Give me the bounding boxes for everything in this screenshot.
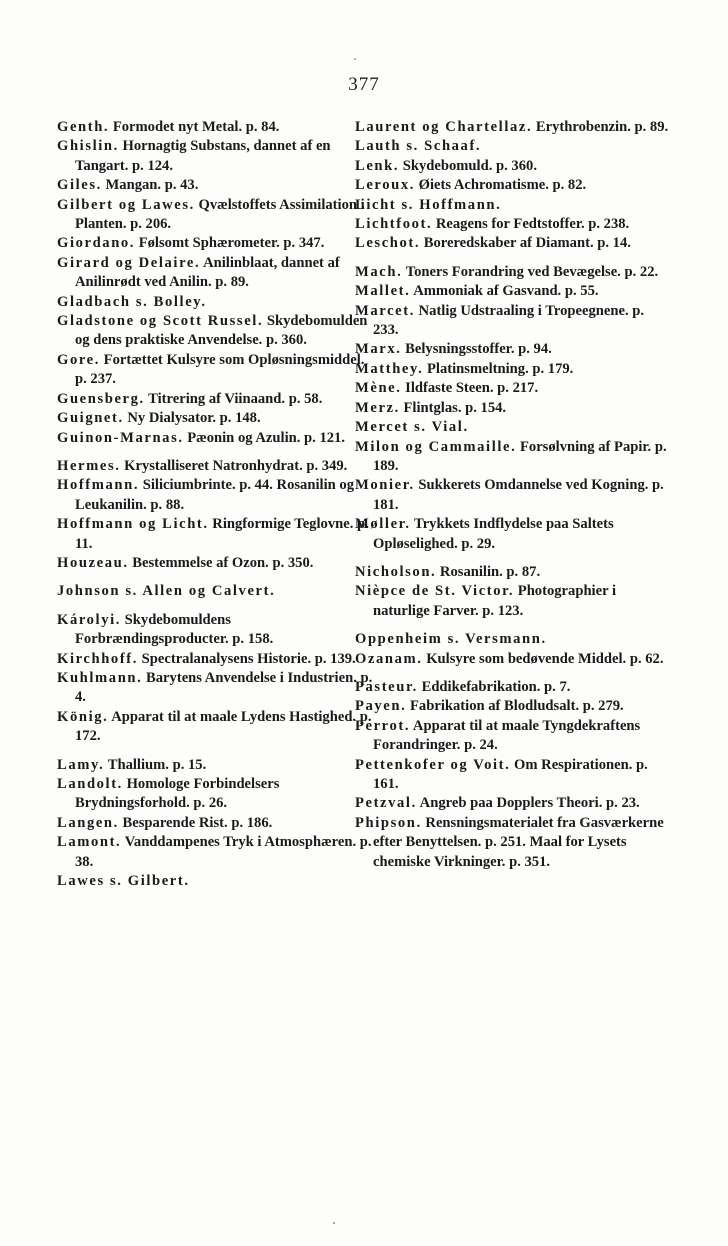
index-entry (57, 409, 375, 428)
index-entry (355, 515, 673, 554)
entry-text: Erythrobenzin. p. 89. (532, 119, 669, 135)
index-entry (57, 756, 375, 775)
index-entry (57, 196, 375, 235)
index-entry (355, 630, 673, 649)
entry-author: Nièpce de St. Victor. (355, 583, 515, 600)
entry-text: Rensningsmaterialet fra Gasværkerne efter Benyttelsen. p. 251. Maal for Lysets chemiske Virkninger. p. 351. (373, 814, 664, 870)
entry-text: Homologe Forbindelsers Brydningsforhold. p. 26. (75, 776, 280, 812)
entry-author: Hoffmann og Licht. (57, 516, 209, 533)
index-entry (355, 157, 673, 176)
index-entry (355, 794, 673, 813)
entry-author: Marx. (355, 341, 402, 358)
entry-author: Lamont. (57, 834, 122, 851)
entry-text: Platinsmeltning. p. 179. (423, 360, 574, 377)
right-column (355, 118, 673, 872)
entry-author: Johnson s. Allen og Calvert. (57, 583, 276, 600)
entry-text: Rosanilin. p. 87. (436, 563, 541, 580)
entry-author: Károlyi. (57, 611, 122, 628)
index-entry (355, 234, 673, 253)
index-entry (57, 833, 375, 872)
entry-author: Leroux. (355, 177, 415, 194)
index-entry (355, 717, 673, 756)
entry-text: Anilinblaat, dannet af Anilinrødt ved Anilin. p. 89. (75, 254, 340, 291)
entry-author: Ghislin. (57, 138, 119, 155)
index-entry (355, 814, 673, 872)
entry-author: Lawes s. Gilbert. (57, 873, 190, 890)
index-entry (355, 399, 673, 418)
entry-text: Thallium. p. 15. (104, 756, 207, 773)
entry-author: Hoffmann. (57, 477, 140, 494)
index-entry (57, 137, 375, 176)
entry-author: Pettenkofer og Voit. (355, 756, 511, 773)
entry-text: Qvælstoffets Assimilation i Planten. p. 206. (75, 196, 365, 233)
entry-author: Laurent og Chartellaz. (355, 119, 533, 135)
entry-text: Kulsyre som bedøvende Middel. p. 62. (422, 650, 664, 667)
entry-author: Petzval. (355, 795, 417, 812)
entry-author: Merz. (355, 399, 400, 416)
entry-author: Milon og Cammaille. (355, 438, 517, 455)
entry-text: Sukkerets Omdannelse ved Kogning. p. 181. (373, 477, 664, 513)
entry-text: Ammoniak af Gasvand. p. 55. (410, 283, 599, 300)
entry-author: Gladstone og Scott Russel. (57, 313, 264, 330)
entry-author: Gilbert og Lawes. (57, 196, 195, 213)
entry-text: Natlig Udstraaling i Tropeegnene. p. 233. (373, 302, 645, 339)
entry-author: Giles. (57, 177, 102, 194)
entry-author: Matthey. (355, 360, 424, 377)
index-entry (57, 814, 375, 833)
index-entry (57, 650, 375, 669)
entry-author: Phipson. (355, 814, 422, 831)
entry-author: Monier. (355, 477, 415, 494)
index-entry (57, 554, 375, 573)
entry-text: Øiets Achromatisme. p. 82. (414, 177, 587, 194)
entry-author: Leschot. (355, 235, 421, 252)
entry-author: König. (57, 708, 109, 725)
index-entry (57, 429, 375, 448)
entry-author: Lenk. (355, 157, 400, 174)
entry-text: Om Respirationen. p. 161. (373, 756, 648, 792)
entry-text: Apparat til at maale Lydens Hastighed. p. 172. (75, 708, 372, 745)
left-column (57, 118, 375, 891)
index-entry (355, 137, 673, 156)
index-entry (355, 476, 673, 515)
index-entry (57, 254, 375, 293)
entry-author: Payen. (355, 698, 407, 715)
index-entry (355, 196, 673, 215)
index-entry (57, 669, 375, 708)
index-entry (57, 457, 375, 476)
index-entry (355, 563, 673, 582)
entry-author: Lauth s. Schaaf. (355, 138, 482, 155)
speck-mark (333, 1222, 335, 1224)
entry-text: Belysningsstoffer. p. 94. (401, 341, 552, 358)
entry-author: Genth. (57, 119, 110, 135)
entry-author: Nicholson. (355, 563, 437, 580)
index-entry (57, 775, 375, 814)
entry-text: Titrering af Viinaand. p. 58. (144, 390, 323, 407)
entry-author: Mène. (355, 380, 402, 397)
entry-author: Perrot. (355, 717, 411, 734)
entry-text: Photographier i naturlige Farver. p. 123. (373, 583, 617, 619)
entry-text: Fortættet Kulsyre som Opløsningsmiddel. p. 237. (75, 351, 365, 388)
entry-author: Kuhlmann. (57, 669, 143, 686)
index-entry (57, 234, 375, 253)
entry-text: Mangan. p. 43. (101, 177, 199, 194)
index-entry (355, 418, 673, 437)
index-entry (57, 708, 375, 747)
entry-author: Guinon-Marnas. (57, 429, 184, 446)
index-entry (57, 582, 375, 601)
entry-author: Langen. (57, 814, 119, 831)
index-entry (57, 390, 375, 409)
index-entry (355, 678, 673, 697)
entry-author: Mallet. (355, 283, 411, 300)
entry-author: Gore. (57, 351, 100, 368)
entry-text: Trykkets Indflydelse paa Saltets Opløselighed. p. 29. (373, 516, 614, 552)
index-entry (355, 215, 673, 234)
index-entry (57, 312, 375, 351)
index-entry (355, 282, 673, 301)
entry-author: Hermes. (57, 457, 121, 474)
entry-author: Guignet. (57, 410, 124, 427)
entry-text: Formodet nyt Metal. p. 84. (109, 119, 280, 135)
entry-author: Mach. (355, 263, 403, 280)
index-entry (57, 118, 375, 137)
entry-author: Ozanam. (355, 650, 423, 667)
index-entry (57, 872, 375, 891)
entry-text: Toners Forandring ved Bevægelse. p. 22. (402, 263, 659, 280)
entry-text: Eddikefabrikation. p. 7. (417, 678, 571, 695)
entry-text: Besparende Rist. p. 186. (118, 814, 273, 831)
entry-text: Boreredskaber af Diamant. p. 14. (420, 235, 631, 252)
index-entry (355, 340, 673, 359)
entry-author: Kirchhoff. (57, 650, 138, 667)
index-entry (355, 438, 673, 477)
entry-author: Licht s. Hoffmann. (355, 196, 502, 213)
index-entry (57, 351, 375, 390)
entry-text: Barytens Anvendelse i Industrien. p. 4. (75, 669, 373, 706)
entry-author: Lamy. (57, 756, 105, 773)
entry-text: Spectralanalysens Historie. p. 139. (138, 650, 356, 667)
index-entry (57, 293, 375, 312)
entry-author: Lichtfoot. (355, 216, 433, 233)
entry-text: Reagens for Fedtstoffer. p. 238. (432, 216, 630, 233)
entry-author: Girard og Delaire. (57, 254, 201, 271)
entry-text: Pæonin og Azulin. p. 121. (183, 429, 345, 446)
entry-text: Krystalliseret Natronhydrat. p. 349. (120, 457, 348, 474)
index-entry (355, 360, 673, 379)
entry-author: Gladbach s. Bolley. (57, 293, 207, 310)
speck-mark (354, 58, 356, 60)
index-entry (355, 756, 673, 795)
entry-author: Pasteur. (355, 678, 418, 695)
entry-text: Ringformige Teglovne. p. 11. (75, 516, 369, 552)
entry-text: Fabrikation af Blodludsalt. p. 279. (406, 698, 624, 715)
entry-text: Flintglas. p. 154. (399, 399, 507, 416)
index-entry (355, 263, 673, 282)
entry-text: Skydebomuldens Forbrændingsproducter. p. 158. (75, 611, 274, 648)
entry-text: Vanddampenes Tryk i Atmosphæren. p. 38. (75, 834, 372, 870)
index-entry (355, 379, 673, 398)
index-entry (355, 650, 673, 669)
index-entry (57, 515, 375, 554)
index-entry (355, 582, 673, 621)
entry-text: Hornagtig Substans, dannet af en Tangart. p. 124. (75, 138, 331, 174)
entry-text: Siliciumbrinte. p. 44. Rosanilin og Leukanilin. p. 88. (75, 477, 354, 513)
entry-text: Angreb paa Dopplers Theori. p. 23. (416, 795, 640, 812)
index-entry (57, 476, 375, 515)
entry-text: Ildfaste Steen. p. 217. (401, 380, 539, 397)
index-entry (355, 697, 673, 716)
entry-author: Landolt. (57, 776, 123, 792)
entry-text: Skydebomulden og dens praktiske Anvendelse. p. 360. (75, 313, 368, 349)
entry-author: Oppenheim s. Versmann. (355, 631, 547, 648)
entry-text: Apparat til at maale Tyngdekraftens Forandringer. p. 24. (373, 717, 641, 754)
page-number: 377 (348, 74, 380, 95)
index-entry (355, 118, 673, 137)
entry-author: Mercet s. Vial. (355, 419, 469, 436)
entry-text: Bestemmelse af Ozon. p. 350. (128, 554, 314, 571)
entry-author: Houzeau. (57, 554, 129, 571)
entry-text: Ny Dialysator. p. 148. (123, 410, 261, 427)
entry-text: Forsølvning af Papir. p. 189. (373, 438, 667, 474)
index-entry (57, 176, 375, 195)
entry-author: Guensberg. (57, 390, 145, 407)
index-entry (355, 302, 673, 341)
entry-author: Møller. (355, 516, 411, 533)
entry-text: Følsomt Sphærometer. p. 347. (135, 235, 325, 252)
entry-text: Skydebomuld. p. 360. (399, 157, 537, 174)
entry-author: Marcet. (355, 302, 415, 319)
index-entry (355, 176, 673, 195)
entry-author: Giordano. (57, 235, 136, 252)
index-entry (57, 611, 375, 650)
